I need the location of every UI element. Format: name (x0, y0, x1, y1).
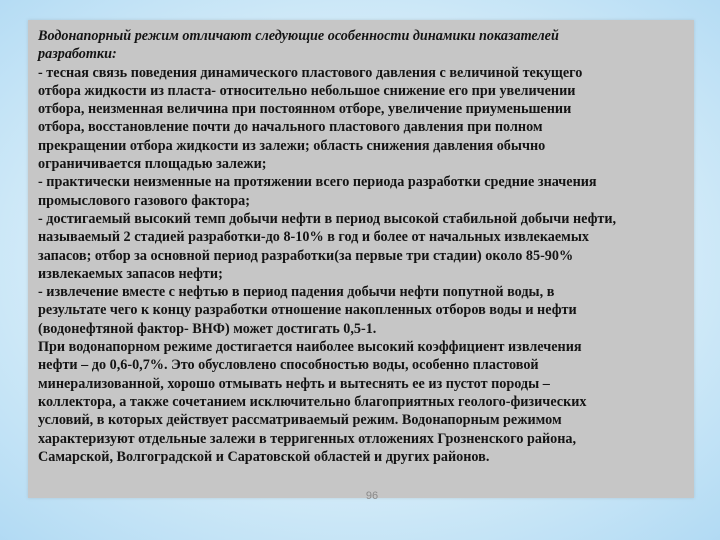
body-line: отбора, восстановление почти до начального пластового давления при полном (38, 119, 543, 136)
intro-line: разработки: (38, 46, 117, 63)
body-line: отбора, неизменная величина при постоянном отборе, увеличение приуменьшении (38, 101, 572, 118)
slide-content (38, 27, 698, 466)
body-line: условий, в которых действует рассматриваемый режим. Водонапорным режимом (38, 412, 562, 429)
body-line: характеризуют отдельные залежи в терригенных отложениях Грозненского района, (38, 430, 577, 447)
intro-line: Водонапорный режим отличают следующие особенности динамики показателей (38, 28, 559, 44)
body-line: - извлечение вместе с нефтью в период падения добычи нефти попутной воды, в (38, 284, 555, 301)
body-line: минерализованной, хорошо отмывать нефть и вытеснять ее из пустот породы – (38, 375, 550, 392)
body-line: - практически неизменные на протяжении всего периода разработки средние значения (38, 174, 597, 191)
body-line: извлекаемых запасов нефти; (38, 265, 223, 282)
page-number: 96 (365, 490, 379, 502)
body-line: запасов; отбор за основной период разработки(за первые три стадии) около 85-90% (38, 247, 574, 264)
body-line: результате чего к концу разработки отношение накопленных отборов воды и нефти (38, 302, 577, 319)
body-line: прекращении отбора жидкости из залежи; область снижения давления обычно (38, 137, 546, 154)
body-line: При водонапорном режиме достигается наиболее высокий коэффициент извлечения (38, 339, 582, 356)
body-line: Самарской, Волгоградской и Саратовской областей и других районов. (38, 448, 490, 465)
body-line: отбора жидкости из пласта- относительно небольшое снижение его при увеличении (38, 82, 576, 99)
body-line: - тесная связь поведения динамического пластового давления с величиной текущего (38, 64, 583, 81)
body-line: промыслового газового фактора; (38, 192, 250, 209)
body-line: коллектора, а также сочетанием исключительно благоприятных геолого-физических (38, 393, 587, 410)
body-line: нефти – до 0,6-0,7%. Это обусловлено способностью воды, особенно пластовой (38, 357, 539, 374)
body-line: ограничивается площадью залежи; (38, 156, 267, 173)
body-line: (водонефтяной фактор- ВНФ) может достигать 0,5-1. (38, 320, 377, 337)
body-line: называемый 2 стадией разработки-до 8-10% в год и более от начальных извлекаемых (38, 229, 590, 246)
body-line: - достигаемый высокий темп добычи нефти в период высокой стабильной добычи нефти, (38, 210, 617, 227)
